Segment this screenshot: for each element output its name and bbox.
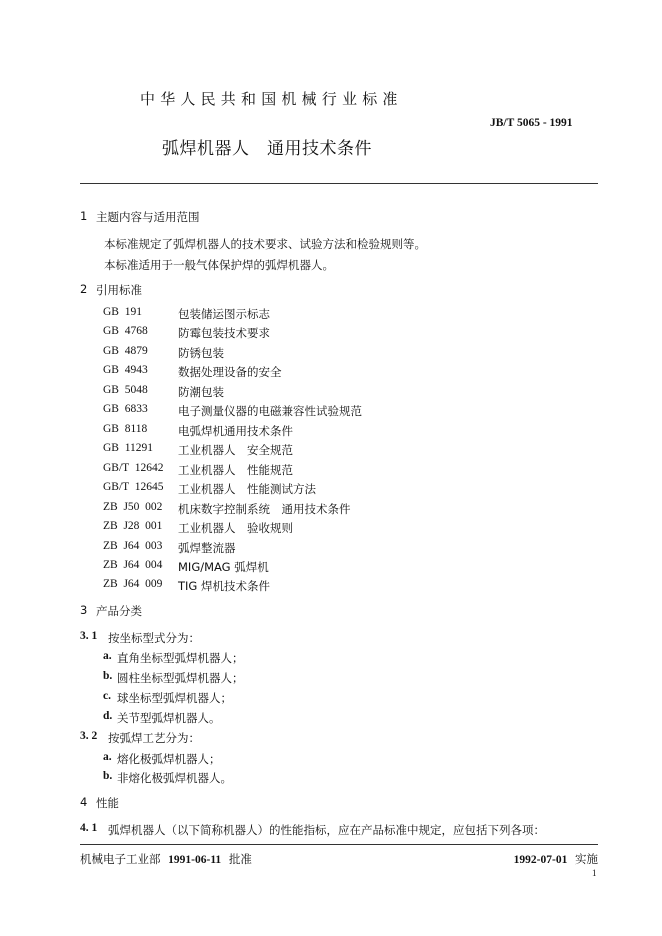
reference-code: ZB J50 002 [103, 501, 163, 513]
reference-title: 弧焊整流器 [178, 541, 236, 555]
list-item-text: 非熔化极弧焊机器人。 [117, 771, 232, 785]
section4-number: 4 [80, 795, 88, 809]
reference-code: GB 191 [103, 306, 142, 318]
reference-code: GB 4879 [103, 345, 148, 357]
list-item-label: b. [103, 770, 113, 782]
list-item-label: d. [103, 710, 113, 722]
list-item-label: b. [103, 670, 113, 682]
reference-title: 防霉包装技术要求 [178, 326, 270, 340]
list-item-text: 关节型弧焊机器人。 [117, 711, 221, 725]
reference-title: MIG/MAG 弧焊机 [178, 560, 269, 574]
reference-code: GB 4943 [103, 364, 148, 376]
reference-code: GB 8118 [103, 423, 148, 435]
list-item-text: 熔化极弧焊机器人； [117, 752, 221, 766]
reference-code: GB 11291 [103, 442, 154, 454]
reference-title: 工业机器人 安全规范 [178, 443, 293, 457]
reference-title: 工业机器人 验收规则 [178, 521, 293, 535]
section3-heading: 产品分类 [96, 604, 142, 618]
approve-word: 批准 [228, 852, 252, 866]
subsection-number: 3. 1 [80, 630, 98, 642]
reference-code: GB 5048 [103, 384, 148, 396]
footer-rule [80, 844, 598, 845]
list-item-label: c. [103, 690, 111, 702]
list-item-label: a. [103, 650, 112, 662]
reference-code: GB 4768 [103, 325, 148, 337]
reference-title: 包装储运图示标志 [178, 307, 270, 321]
doc-title: 弧焊机器人 通用技术条件 [162, 139, 372, 159]
reference-title: 数据处理设备的安全 [178, 365, 282, 379]
section3-number: 3 [80, 603, 88, 617]
list-item-label: a. [103, 751, 112, 763]
header-rule [80, 183, 598, 184]
reference-code: GB/T 12642 [103, 462, 164, 474]
reference-code: ZB J28 001 [103, 520, 163, 532]
org-title: 中华人民共和国机械行业标准 [140, 90, 403, 108]
reference-title: 电子测量仪器的电磁兼容性试验规范 [178, 404, 362, 418]
list-item-text: 直角坐标型弧焊机器人； [117, 651, 244, 665]
approval-line [80, 851, 252, 867]
reference-title: 工业机器人 性能规范 [178, 463, 293, 477]
standard-number: JB/T 5065 - 1991 [490, 117, 573, 129]
section1-heading: 主题内容与适用范围 [96, 210, 200, 224]
section2-heading: 引用标准 [96, 283, 142, 297]
reference-title: TIG 焊机技术条件 [178, 579, 270, 593]
section1-paragraph: 本标准适用于一般气体保护焊的弧焊机器人。 [104, 258, 334, 272]
section1-paragraph: 本标准规定了弧焊机器人的技术要求、试验方法和检验规则等。 [104, 237, 426, 251]
section4-heading: 性能 [96, 796, 119, 810]
reference-code: ZB J64 004 [103, 559, 163, 571]
subsection-number: 3. 2 [80, 730, 98, 742]
reference-code: GB/T 12645 [103, 481, 164, 493]
list-item-text: 球坐标型弧焊机器人； [117, 691, 232, 705]
reference-title: 防潮包装 [178, 385, 224, 399]
approver: 机械电子工业部 [80, 852, 161, 866]
impl-date: 1992-07-01 [513, 854, 568, 866]
impl-word: 实施 [575, 852, 598, 866]
section2-number: 2 [80, 282, 88, 296]
list-item-text: 圆柱坐标型弧焊机器人； [117, 671, 244, 685]
implementation-line [514, 851, 598, 867]
page-number: 1 [592, 868, 597, 878]
reference-title: 防锈包装 [178, 346, 224, 360]
approve-date: 1991-06-11 [168, 854, 222, 866]
subsection-number: 4. 1 [80, 822, 98, 834]
reference-code: GB 6833 [103, 403, 148, 415]
reference-title: 工业机器人 性能测试方法 [178, 482, 316, 496]
subsection-text: 按弧焊工艺分为： [108, 731, 200, 745]
subsection-text: 按坐标型式分为： [108, 631, 200, 645]
reference-code: ZB J64 009 [103, 578, 163, 590]
reference-title: 机床数字控制系统 通用技术条件 [178, 502, 351, 516]
subsection-text: 弧焊机器人（以下简称机器人）的性能指标，应在产品标准中规定，应包括下列各项： [108, 823, 545, 837]
section1-number: 1 [80, 209, 88, 223]
reference-title: 电弧焊机通用技术条件 [178, 424, 293, 438]
reference-code: ZB J64 003 [103, 540, 163, 552]
